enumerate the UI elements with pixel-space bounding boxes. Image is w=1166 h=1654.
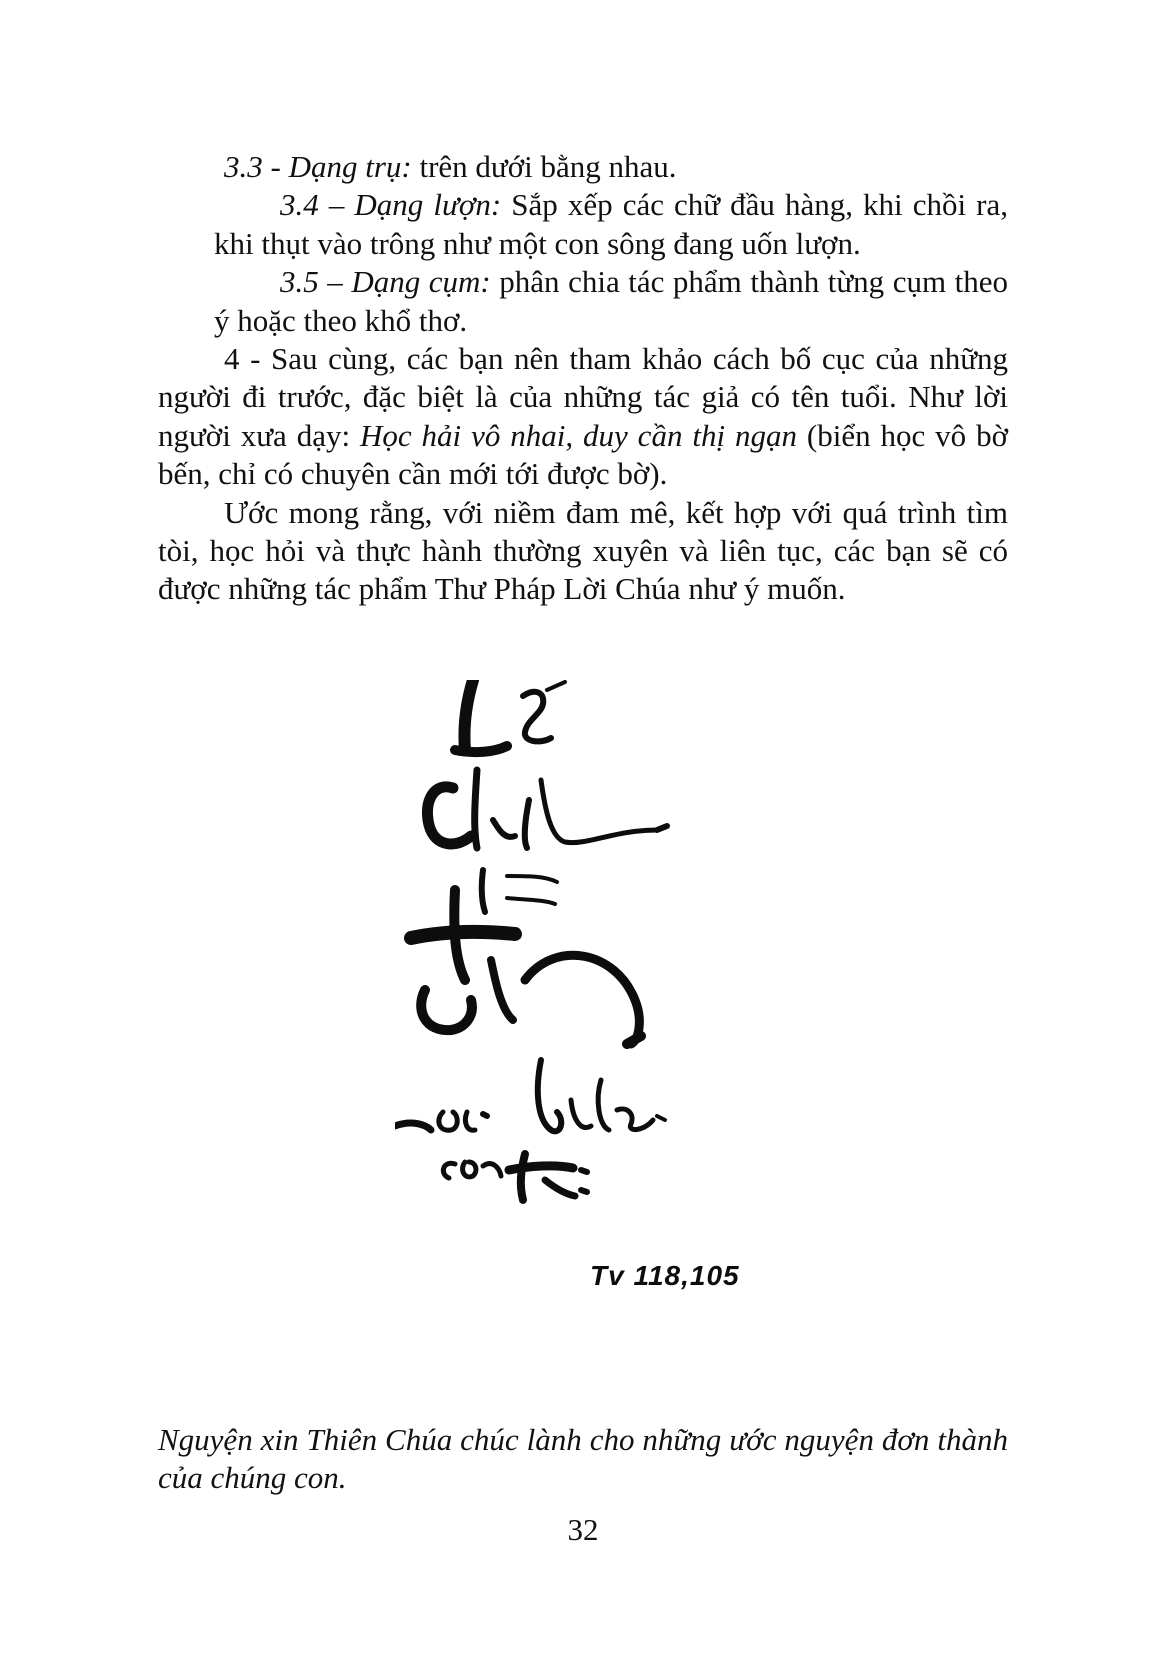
page-number: 32: [567, 1512, 599, 1547]
paragraph-4-text-after: (biển học vô bờ bến, chỉ có chuyên cần mới tới được bờ).: [158, 417, 1008, 492]
paragraph-5: [158, 494, 1008, 609]
section-3-3-text: trên dưới bằng nhau.: [411, 149, 677, 184]
section-3-5-text: phân chia tác phẩm thành từng cụm theo ý hoặc theo khổ thơ.: [214, 264, 1008, 338]
paragraph-4: [158, 340, 1008, 494]
scripture-reference: Tv 118,105: [590, 1260, 740, 1291]
section-3-5: [158, 263, 1008, 340]
section-3-4: [158, 186, 1008, 263]
section-3-3: [158, 148, 1008, 186]
calligraphy-artwork: [395, 680, 765, 1370]
blessing-prayer: Nguyện xin Thiên Chúa chúc lành cho những ước nguyện đơn thành của chúng con.: [158, 1422, 1008, 1496]
paragraph-4-text-before: 4 - Sau cùng, các bạn nên tham khảo cách bố cục của những người đi trước, đặc biệt là của những tác giả có tên tuổi. Như lời người xưa dạy:: [158, 341, 1008, 453]
section-3-4-text: Sắp xếp các chữ đầu hàng, khi chồi ra, khi thụt vào trông như một con sông đang uốn lượn.: [214, 187, 1009, 261]
text-block: [158, 148, 1008, 609]
latin-proverb-quote: Học hải vô nhai, duy cần thị ngạn: [359, 417, 797, 453]
section-3-4-label: 3.4 – Dạng lượn:: [280, 187, 502, 223]
section-3-3-label: 3.3 - Dạng trụ:: [224, 149, 412, 184]
section-3-5-label: 3.5 – Dạng cụm:: [280, 264, 491, 300]
paragraph-5-text: Ước mong rằng, với niềm đam mê, kết hợp với quá trình tìm tòi, học hỏi và thực hành thường xuyên và liên tục, các bạn sẽ có được những tác phẩm Thư Pháp Lời Chúa như ý muốn.: [158, 494, 1008, 607]
